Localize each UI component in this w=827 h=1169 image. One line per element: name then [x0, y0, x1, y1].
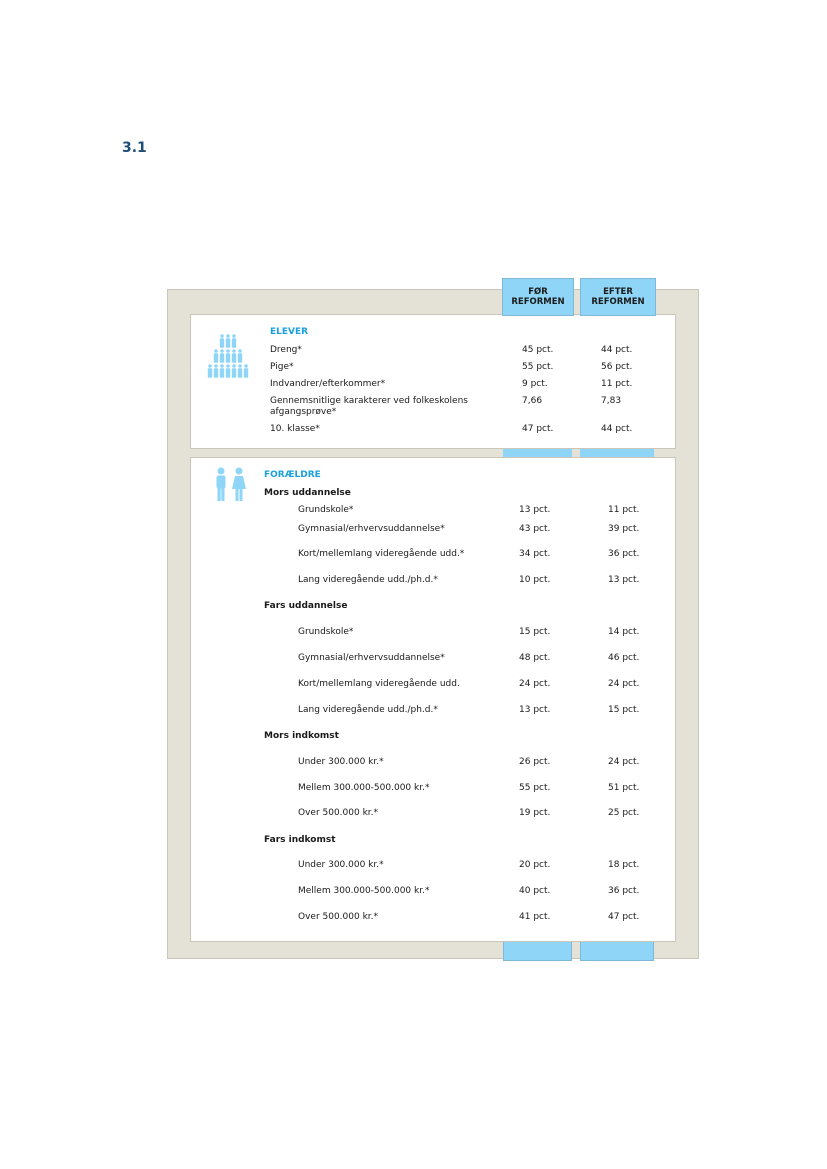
- elever-row-before: 47 pct.: [522, 424, 554, 434]
- group-row-label: Mellem 300.000-500.000 kr.*: [298, 886, 430, 896]
- group-row-before: 55 pct.: [519, 783, 551, 793]
- group-row-label: Gymnasial/erhvervsuddannelse*: [298, 524, 445, 534]
- elever-row-after: 56 pct.: [601, 362, 633, 372]
- group-row-before: 13 pct.: [519, 705, 551, 715]
- elever-row-after: 44 pct.: [601, 345, 633, 355]
- group-row-label: Under 300.000 kr.*: [298, 757, 384, 767]
- group-row-label: Under 300.000 kr.*: [298, 860, 384, 870]
- elever-row-before: 45 pct.: [522, 345, 554, 355]
- group-row-label: Grundskole*: [298, 505, 354, 515]
- parents-icon: [212, 467, 248, 503]
- group-row-before: 13 pct.: [519, 505, 551, 515]
- elever-row-before: 7,66: [522, 396, 543, 406]
- before-column-strip-bottom: [503, 940, 572, 961]
- group-row-before: 41 pct.: [519, 912, 551, 922]
- group-row-label: Kort/mellemlang videregående udd.: [298, 679, 460, 689]
- elever-row-label: Gennemsnitlige karakterer ved folkeskolens afgangsprøve*: [270, 396, 468, 417]
- section-number: 3.1: [122, 140, 147, 156]
- group-row-after: 14 pct.: [608, 627, 640, 637]
- group-row-after: 47 pct.: [608, 912, 640, 922]
- group-row-before: 24 pct.: [519, 679, 551, 689]
- foraeldre-title: FORÆLDRE: [264, 470, 321, 480]
- group-title: Mors indkomst: [264, 731, 339, 741]
- group-row-label: Gymnasial/erhvervsuddannelse*: [298, 653, 445, 663]
- elever-row-label: Indvandrer/efterkommer*: [270, 379, 386, 389]
- group-row-before: 34 pct.: [519, 549, 551, 559]
- group-row-after: 51 pct.: [608, 783, 640, 793]
- group-row-before: 15 pct.: [519, 627, 551, 637]
- group-title: Fars indkomst: [264, 835, 336, 845]
- group-row-label: Over 500.000 kr.*: [298, 808, 379, 818]
- elever-row-label: Dreng*: [270, 345, 302, 355]
- group-row-after: 46 pct.: [608, 653, 640, 663]
- elever-row-before: 9 pct.: [522, 379, 548, 389]
- after-reform-header: EFTER REFORMEN: [580, 278, 656, 316]
- elever-row-after: 11 pct.: [601, 379, 633, 389]
- group-row-label: Lang videregående udd./ph.d.*: [298, 575, 438, 585]
- group-row-after: 18 pct.: [608, 860, 640, 870]
- group-row-after: 15 pct.: [608, 705, 640, 715]
- group-row-before: 26 pct.: [519, 757, 551, 767]
- group-row-label: Over 500.000 kr.*: [298, 912, 379, 922]
- elever-row-label: Pige*: [270, 362, 294, 372]
- group-row-before: 10 pct.: [519, 575, 551, 585]
- group-row-after: 11 pct.: [608, 505, 640, 515]
- group-row-after: 13 pct.: [608, 575, 640, 585]
- group-row-after: 36 pct.: [608, 886, 640, 896]
- elever-row-before: 55 pct.: [522, 362, 554, 372]
- group-row-after: 39 pct.: [608, 524, 640, 534]
- after-column-strip-bottom: [580, 940, 654, 961]
- before-reform-header: FØR REFORMEN: [502, 278, 574, 316]
- group-row-label: Grundskole*: [298, 627, 354, 637]
- group-row-after: 25 pct.: [608, 808, 640, 818]
- group-title: Mors uddannelse: [264, 488, 351, 498]
- group-row-label: Lang videregående udd./ph.d.*: [298, 705, 438, 715]
- elever-row-after: 7,83: [601, 396, 622, 406]
- group-row-before: 20 pct.: [519, 860, 551, 870]
- elever-title: ELEVER: [270, 327, 309, 337]
- group-title: Fars uddannelse: [264, 601, 348, 611]
- group-row-before: 40 pct.: [519, 886, 551, 896]
- group-row-before: 19 pct.: [519, 808, 551, 818]
- group-row-before: 48 pct.: [519, 653, 551, 663]
- group-row-label: Kort/mellemlang videregående udd.*: [298, 549, 465, 559]
- group-row-before: 43 pct.: [519, 524, 551, 534]
- group-row-after: 24 pct.: [608, 757, 640, 767]
- group-row-after: 24 pct.: [608, 679, 640, 689]
- elever-row-after: 44 pct.: [601, 424, 633, 434]
- group-row-after: 36 pct.: [608, 549, 640, 559]
- group-row-label: Mellem 300.000-500.000 kr.*: [298, 783, 430, 793]
- students-group-icon: [207, 334, 249, 380]
- elever-row-label: 10. klasse*: [270, 424, 320, 434]
